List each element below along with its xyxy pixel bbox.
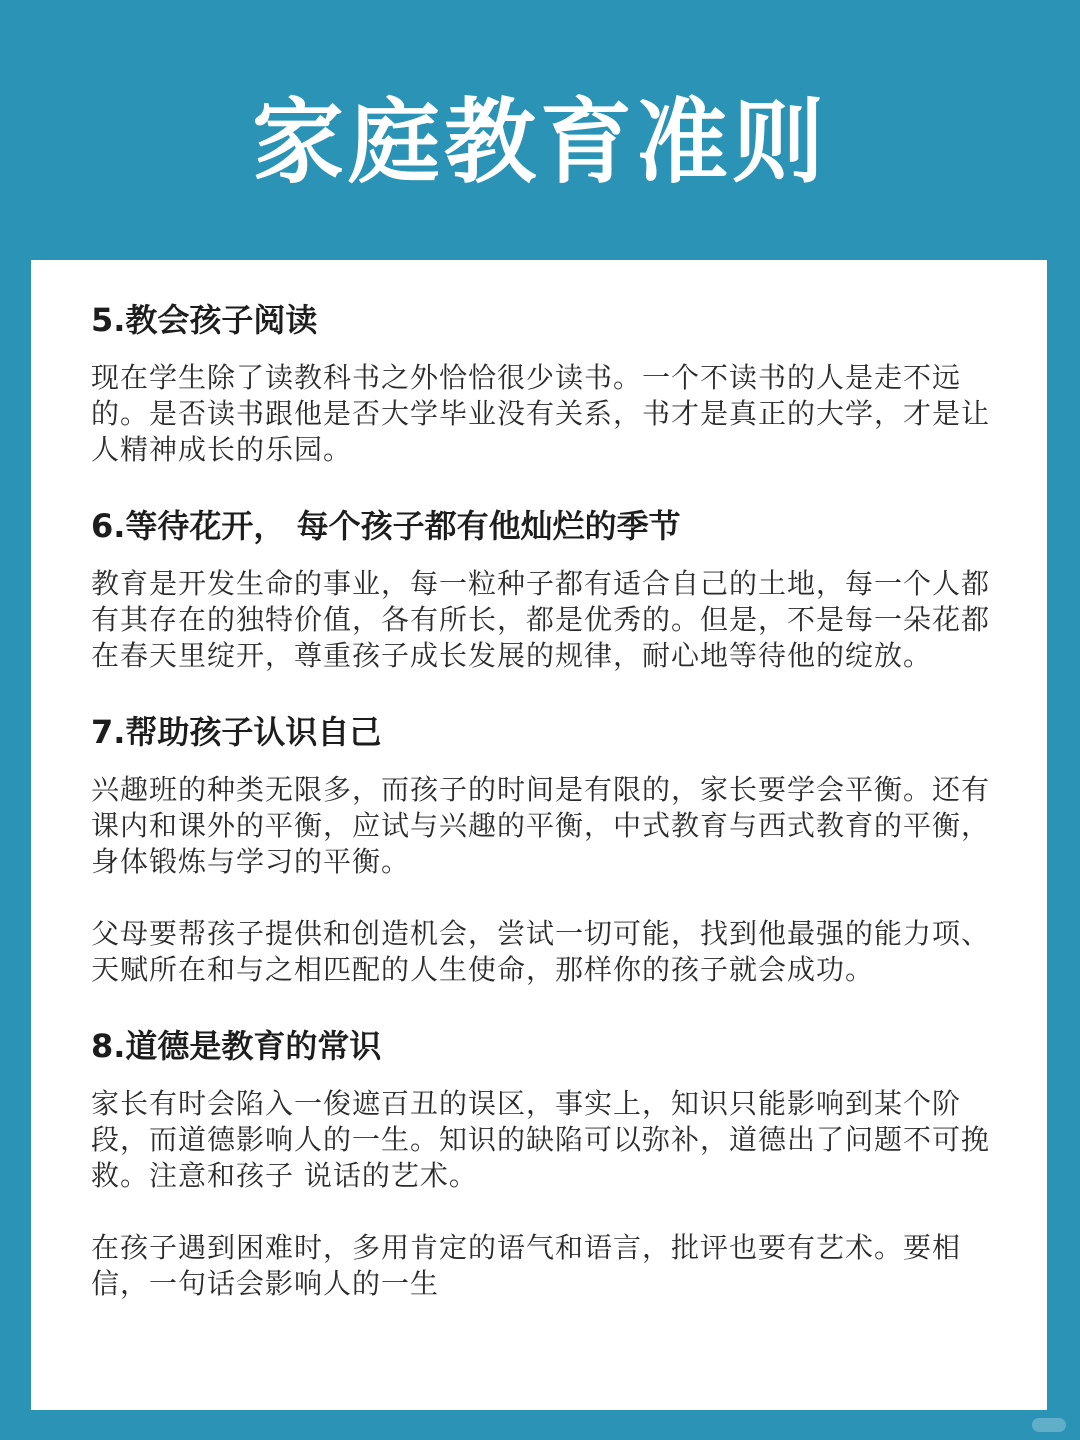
content-card — [31, 260, 1047, 1410]
section-heading: 8.道德是教育的常识 — [91, 1027, 382, 1065]
section-paragraph: 兴趣班的种类无限多，而孩子的时间是有限的，家长要学会平衡。还有课内和课外的平衡，应试与兴趣的平衡，中式教育与西式教育的平衡，身体锻炼与学习的平衡。 — [91, 773, 991, 878]
page-title: 家庭教育准则 — [251, 89, 828, 196]
section-heading: 6.等待花开， 每个孩子都有他灿烂的季节 — [91, 507, 681, 545]
section-heading: 7.帮助孩子认识自己 — [91, 713, 382, 751]
article-body — [91, 300, 991, 1302]
section-paragraph: 教育是开发生命的事业，每一粒种子都有适合自己的土地，每一个人都有其存在的独特价值，各有所长，都是优秀的。但是，不是每一朵花都在春天里绽开，尊重孩子成长发展的规律，耐心地等待他的绽放。 — [91, 567, 991, 672]
section-paragraph: 现在学生除了读教科书之外恰恰很少读书。一个不读书的人是走不远的。是否读书跟他是否大学毕业没有关系，书才是真正的大学，才是让人精神成长的乐园。 — [91, 361, 991, 466]
section-6 — [91, 506, 991, 674]
section-7 — [91, 712, 991, 988]
section-5 — [91, 300, 991, 468]
section-heading: 5.教会孩子阅读 — [91, 301, 318, 339]
section-8 — [91, 1026, 991, 1302]
section-paragraph: 在孩子遇到困难时，多用肯定的语气和语言，批评也要有艺术。要相信，一句话会影响人的一生 — [91, 1231, 962, 1300]
section-paragraph: 家长有时会陷入一俊遮百丑的误区，事实上，知识只能影响到某个阶段，而道德影响人的一生。知识的缺陷可以弥补，道德出了问题不可挽救。注意和孩子 说话的艺术。 — [91, 1087, 991, 1192]
watermark-mark — [1032, 1418, 1066, 1432]
section-paragraph: 父母要帮孩子提供和创造机会，尝试一切可能，找到他最强的能力项、天赋所在和与之相匹配的人生使命，那样你的孩子就会成功。 — [91, 917, 991, 986]
